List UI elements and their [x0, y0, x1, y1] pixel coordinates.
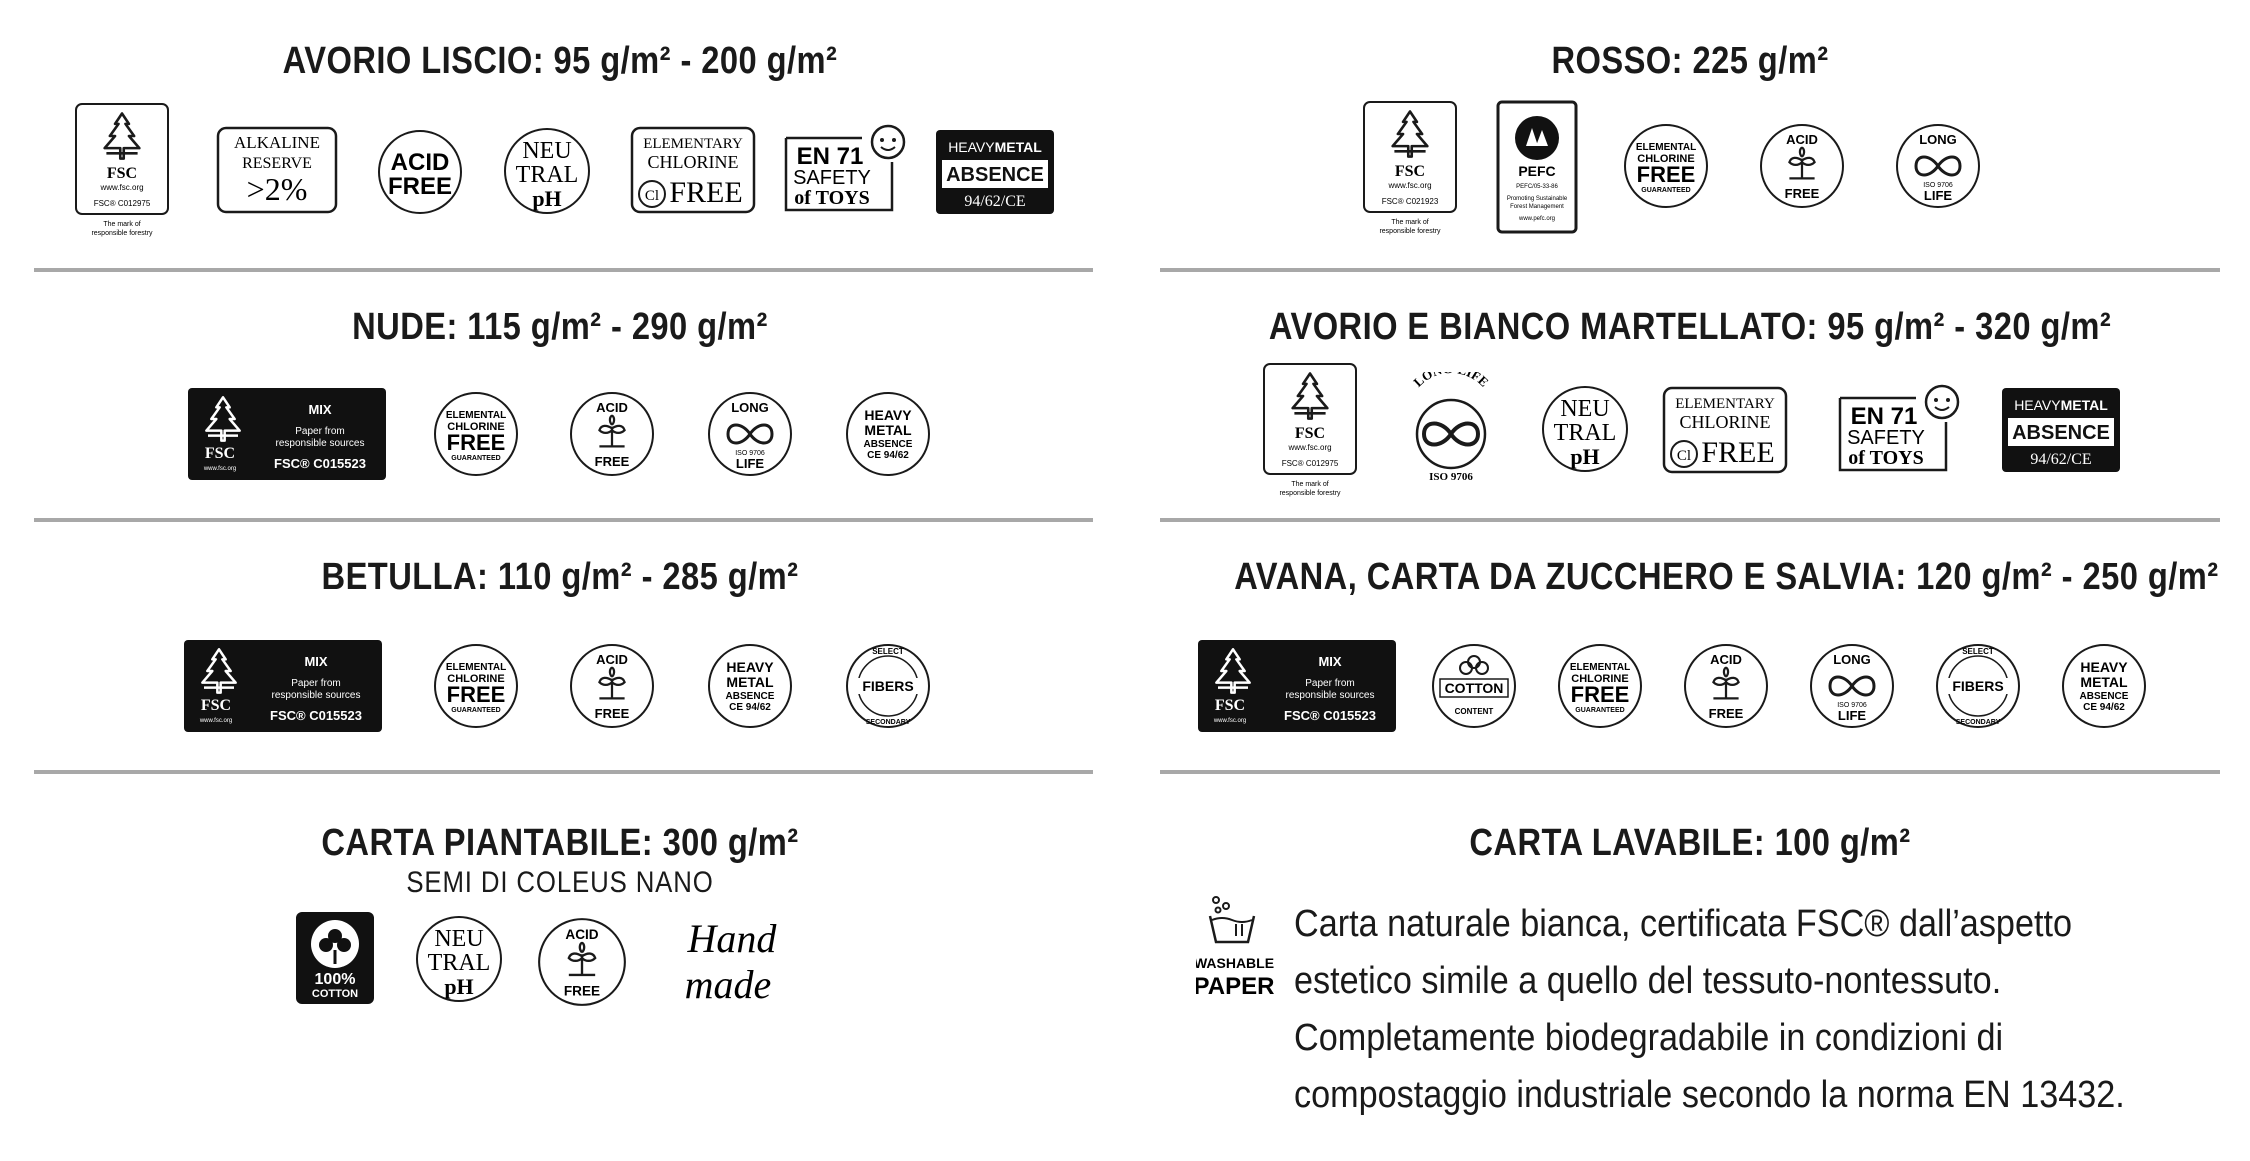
svg-text:PEFC/05-33-86: PEFC/05-33-86 — [1516, 184, 1558, 190]
svg-text:SECONDARY: SECONDARY — [1955, 719, 2001, 726]
svg-text:The mark of: The mark of — [1291, 481, 1329, 488]
svg-text:responsible sources: responsible sources — [271, 690, 361, 701]
neutral-ph-logo — [414, 914, 504, 1004]
svg-text:pH: pH — [444, 974, 474, 999]
svg-text:pH: pH — [1570, 444, 1600, 469]
svg-text:ISO 9706: ISO 9706 — [1837, 702, 1867, 709]
svg-text:LONG-LIFE: LO IFE — [1410, 372, 1492, 390]
svg-text:EN 71: EN 71 — [1850, 403, 1918, 430]
svg-text:CE 94/62: CE 94/62 — [867, 450, 909, 461]
pefc-logo — [1496, 100, 1578, 234]
svg-text:HEAVY: HEAVY — [2080, 659, 2128, 675]
heavy-metal-absence-logo — [936, 130, 1054, 214]
svg-text:ACID: ACID — [596, 400, 628, 415]
svg-text:Paper from: Paper from — [295, 426, 345, 437]
section-title: AVORIO LISCIO: 95 g/m² - 200 g/m² — [282, 40, 838, 82]
svg-text:ELEMENTAL: ELEMENTAL — [445, 662, 507, 673]
svg-text:ACID: ACID — [1786, 132, 1818, 147]
section-lavabile — [1160, 800, 2220, 1140]
ecf-logo — [630, 126, 756, 214]
svg-text:ABSENCE: ABSENCE — [725, 691, 775, 702]
svg-text:ACID: ACID — [565, 927, 599, 942]
description-line: estetico simile a quello del tessuto-nontessuto. — [1294, 960, 2002, 1002]
svg-text:responsible forestry: responsible forestry — [1279, 490, 1341, 497]
select-fibers-logo — [844, 642, 932, 730]
svg-text:SAFETY: SAFETY — [793, 167, 871, 189]
svg-text:of TOYS: of TOYS — [794, 187, 870, 209]
acid-free-logo — [376, 128, 464, 216]
svg-text:ABSENCE: ABSENCE — [2012, 422, 2110, 444]
section-title: AVORIO E BIANCO MARTELLATO: 95 g/m² - 320 g/m² — [1268, 306, 2112, 348]
heavy-metal-absence-round-logo — [2060, 642, 2148, 730]
svg-text:Paper from: Paper from — [291, 678, 341, 689]
acid-free-leaf-logo — [1682, 642, 1770, 730]
en71-logo — [782, 122, 910, 214]
svg-text:FSC: FSC — [1214, 697, 1246, 714]
svg-text:SAFETY: SAFETY — [1847, 427, 1925, 449]
long-life-logo — [1808, 642, 1896, 730]
svg-text:GUARANTEED: GUARANTEED — [451, 455, 501, 462]
svg-text:FREE: FREE — [594, 706, 630, 721]
fsc-mark2: responsible forestry — [91, 230, 153, 237]
svg-text:NEU: NEU — [1560, 396, 1610, 422]
svg-text:FREE: FREE — [1784, 186, 1820, 201]
section-betulla — [30, 546, 1090, 766]
acid-free-leaf-logo — [568, 390, 656, 478]
svg-text:CHLORINE: CHLORINE — [1637, 153, 1695, 165]
svg-text:LONG: LONG — [731, 400, 769, 415]
svg-text:ABSENCE: ABSENCE — [2079, 691, 2129, 702]
svg-text:ISO 9706: ISO 9706 — [1923, 182, 1953, 189]
svg-text:TRAL: TRAL — [1553, 420, 1617, 446]
fsc-mark: The mark of — [103, 221, 141, 228]
svg-text:94/62/CE: 94/62/CE — [2030, 451, 2092, 468]
svg-text:ELEMENTARY: ELEMENTARY — [643, 136, 743, 152]
section-rosso — [1160, 30, 2220, 270]
section-title: CARTA PIANTABILE: 300 g/m² — [321, 822, 799, 864]
section-avorio-liscio — [30, 30, 1090, 270]
section-title: ROSSO: 225 g/m² — [1551, 40, 1829, 82]
svg-text:SELECT: SELECT — [872, 647, 904, 656]
svg-text:CE 94/62: CE 94/62 — [2083, 702, 2125, 713]
svg-text:COTTON: COTTON — [1444, 680, 1504, 696]
svg-text:www.fsc.org: www.fsc.org — [1288, 443, 1332, 452]
svg-text:ACID: ACID — [390, 149, 450, 176]
acid-free-leaf-logo — [568, 642, 656, 730]
svg-text:pH: pH — [532, 186, 562, 211]
divider — [34, 770, 1093, 774]
svg-text:GUARANTEED: GUARANTEED — [1641, 187, 1691, 194]
svg-text:ABSENCE: ABSENCE — [863, 439, 913, 450]
svg-text:EN 71: EN 71 — [796, 143, 864, 170]
svg-text:Hand: Hand — [687, 916, 777, 961]
svg-text:TRAL: TRAL — [427, 950, 491, 976]
elemental-chlorine-free-logo — [432, 390, 520, 478]
svg-text:FREE: FREE — [1708, 706, 1744, 721]
svg-text:www.fsc.org: www.fsc.org — [1388, 181, 1432, 190]
svg-text:ACID: ACID — [1710, 652, 1742, 667]
svg-text:Cl: Cl — [1676, 448, 1692, 464]
fsc-logo — [74, 102, 170, 242]
section-avana — [1160, 546, 2220, 766]
description-line: Completamente biodegradabile in condizioni di — [1294, 1017, 2004, 1059]
section-title: BETULLA: 110 g/m² - 285 g/m² — [321, 556, 799, 598]
description-line: Carta naturale bianca, certificata FSC® dall’aspetto — [1294, 903, 2072, 945]
svg-text:FSC® C015523: FSC® C015523 — [274, 456, 366, 471]
section-title: NUDE: 115 g/m² - 290 g/m² — [352, 306, 768, 348]
svg-text:HEAVY: HEAVY — [726, 659, 774, 675]
svg-text:responsible forestry: responsible forestry — [1379, 228, 1441, 235]
svg-text:LIFE: LIFE — [735, 456, 765, 471]
fsc-name: FSC — [106, 165, 138, 182]
fsc-logo — [1362, 100, 1458, 240]
fsc-code: FSC® C012975 — [93, 199, 151, 208]
svg-text:METAL: METAL — [864, 422, 912, 438]
svg-text:HEAVY: HEAVY — [864, 407, 912, 423]
svg-text:ELEMENTAL: ELEMENTAL — [445, 410, 507, 421]
svg-text:FSC® C021923: FSC® C021923 — [1381, 197, 1439, 206]
description-line: compostaggio industriale secondo la norma EN 13432. — [1294, 1074, 2125, 1116]
svg-text:ABSENCE: ABSENCE — [946, 164, 1044, 186]
divider — [1160, 518, 2220, 522]
fsc-mix-logo — [1198, 640, 1396, 732]
svg-text:LONG: LONG — [1833, 652, 1871, 667]
svg-text:METAL: METAL — [726, 674, 774, 690]
acid-free-leaf-logo — [1758, 122, 1846, 210]
description — [1294, 896, 2125, 1124]
svg-text:FREE: FREE — [669, 176, 743, 209]
svg-text:MIX: MIX — [308, 402, 332, 417]
long-life-logo — [1894, 122, 1982, 210]
svg-text:LIFE: LIFE — [1923, 188, 1953, 203]
svg-text:GUARANTEED: GUARANTEED — [451, 707, 501, 714]
cotton-100-logo — [296, 912, 374, 1004]
svg-text:FREE: FREE — [563, 983, 601, 999]
en71-logo — [1836, 382, 1964, 474]
section-title: CARTA LAVABILE: 100 g/m² — [1469, 822, 1911, 864]
svg-text:CHLORINE: CHLORINE — [647, 152, 739, 172]
svg-text:WASHABLE: WASHABLE — [1196, 955, 1275, 971]
svg-text:RESERVE: RESERVE — [242, 155, 312, 172]
svg-text:responsible sources: responsible sources — [275, 438, 365, 449]
section-avorio-bianco — [1160, 296, 2220, 516]
svg-text:FSC® C015523: FSC® C015523 — [270, 708, 362, 723]
elemental-chlorine-free-logo — [1556, 642, 1644, 730]
svg-text:Forest Management: Forest Management — [1510, 204, 1564, 210]
svg-text:FREE: FREE — [1570, 682, 1630, 707]
svg-text:ELEMENTARY: ELEMENTARY — [1675, 396, 1775, 412]
washable-paper-icon — [1196, 892, 1280, 1002]
svg-text:Promoting Sustainable: Promoting Sustainable — [1506, 196, 1568, 202]
svg-text:FSC: FSC — [204, 445, 236, 462]
cotton-content-logo — [1430, 642, 1518, 730]
divider — [34, 268, 1093, 272]
heavy-metal-absence-round-logo — [844, 390, 932, 478]
ecf-logo — [1662, 386, 1788, 474]
svg-text:>2%: >2% — [246, 171, 308, 207]
neutral-ph-logo — [502, 126, 592, 216]
svg-text:FSC® C012975: FSC® C012975 — [1281, 459, 1339, 468]
section-subtitle: SEMI DI COLEUS NANO — [406, 866, 714, 899]
alkaline-reserve-logo — [216, 126, 338, 214]
svg-text:METAL: METAL — [2080, 674, 2128, 690]
elemental-chlorine-free-logo — [1622, 122, 1710, 210]
section-title: AVANA, CARTA DA ZUCCHERO E SALVIA: 120 g/m² - 250 g/m² — [1234, 556, 2219, 598]
svg-text:www.fsc.org: www.fsc.org — [203, 466, 237, 472]
acid-free-leaf-logo — [536, 916, 628, 1008]
svg-text:FSC: FSC — [1294, 425, 1326, 442]
fsc-logo — [1262, 362, 1358, 502]
svg-text:LIFE: LIFE — [1837, 708, 1867, 723]
svg-text:Cl: Cl — [644, 188, 660, 204]
svg-text:NEU: NEU — [434, 926, 484, 952]
svg-text:www.pefc.org: www.pefc.org — [1518, 216, 1556, 222]
fsc-url: www.fsc.org — [100, 183, 144, 192]
divider — [1160, 268, 2220, 272]
svg-text:FREE: FREE — [594, 454, 630, 469]
svg-text:CHLORINE: CHLORINE — [1679, 412, 1771, 432]
section-piantabile — [30, 800, 1090, 1050]
divider — [34, 518, 1093, 522]
svg-text:FIBERS: FIBERS — [862, 678, 914, 694]
svg-text:NEU: NEU — [522, 138, 572, 164]
svg-text:FREE: FREE — [1701, 436, 1775, 469]
svg-text:FSC: FSC — [1394, 163, 1426, 180]
svg-text:FIBERS: FIBERS — [1952, 678, 2004, 694]
svg-text:HEAVYMETAL: HEAVYMETAL — [2014, 397, 2108, 413]
svg-text:ELEMENTAL: ELEMENTAL — [1569, 662, 1631, 673]
svg-text:LONG: LONG — [1919, 132, 1957, 147]
svg-text:CONTENT: CONTENT — [1454, 707, 1494, 716]
divider — [1160, 770, 2220, 774]
svg-text:SELECT: SELECT — [1962, 647, 1994, 656]
svg-text:100%: 100% — [314, 971, 356, 988]
svg-text:94/62/CE: 94/62/CE — [964, 193, 1026, 210]
svg-text:CHLORINE: CHLORINE — [447, 421, 505, 433]
svg-text:www.fsc.org: www.fsc.org — [1213, 718, 1247, 724]
svg-text:COTTON: COTTON — [311, 988, 359, 1000]
svg-text:MIX: MIX — [304, 654, 328, 669]
svg-text:The mark of: The mark of — [1391, 219, 1429, 226]
long-life-logo — [706, 390, 794, 478]
heavy-metal-absence-round-logo — [706, 642, 794, 730]
fsc-mix-logo — [188, 388, 386, 480]
svg-text:GUARANTEED: GUARANTEED — [1575, 707, 1625, 714]
svg-text:responsible sources: responsible sources — [1285, 690, 1375, 701]
svg-text:FREE: FREE — [1636, 162, 1696, 187]
svg-text:made: made — [684, 962, 772, 1007]
svg-text:ISO 9706: ISO 9706 — [1429, 471, 1473, 483]
svg-text:CHLORINE: CHLORINE — [1571, 673, 1629, 685]
svg-text:Paper from: Paper from — [1305, 678, 1355, 689]
handmade-logo — [670, 908, 790, 1012]
svg-text:of TOYS: of TOYS — [1848, 447, 1924, 469]
svg-text:ACID: ACID — [596, 652, 628, 667]
svg-text:CE 94/62: CE 94/62 — [729, 702, 771, 713]
neutral-ph-logo — [1540, 384, 1630, 474]
svg-text:TRAL: TRAL — [515, 162, 579, 188]
svg-text:CHLORINE: CHLORINE — [447, 673, 505, 685]
svg-text:PEFC: PEFC — [1518, 163, 1556, 179]
svg-text:www.fsc.org: www.fsc.org — [199, 718, 233, 724]
svg-text:FSC: FSC — [200, 697, 232, 714]
svg-text:FREE: FREE — [446, 682, 506, 707]
svg-text:FSC® C015523: FSC® C015523 — [1284, 708, 1376, 723]
svg-text:ISO 9706: ISO 9706 — [735, 450, 765, 457]
section-nude — [30, 296, 1090, 516]
svg-text:FREE: FREE — [387, 173, 453, 200]
svg-text:SECONDARY: SECONDARY — [865, 719, 911, 726]
svg-text:ELEMENTAL: ELEMENTAL — [1635, 142, 1697, 153]
svg-text:PAPER: PAPER — [1196, 973, 1275, 1000]
long-life-arc-logo — [1396, 372, 1506, 484]
svg-text:FREE: FREE — [446, 430, 506, 455]
elemental-chlorine-free-logo — [432, 642, 520, 730]
svg-text:HEAVYMETAL: HEAVYMETAL — [948, 139, 1042, 155]
fsc-mix-logo — [184, 640, 382, 732]
svg-text:ALKALINE: ALKALINE — [234, 133, 320, 152]
svg-text:MIX: MIX — [1318, 654, 1342, 669]
select-fibers-logo — [1934, 642, 2022, 730]
heavy-metal-absence-logo — [2002, 388, 2120, 472]
